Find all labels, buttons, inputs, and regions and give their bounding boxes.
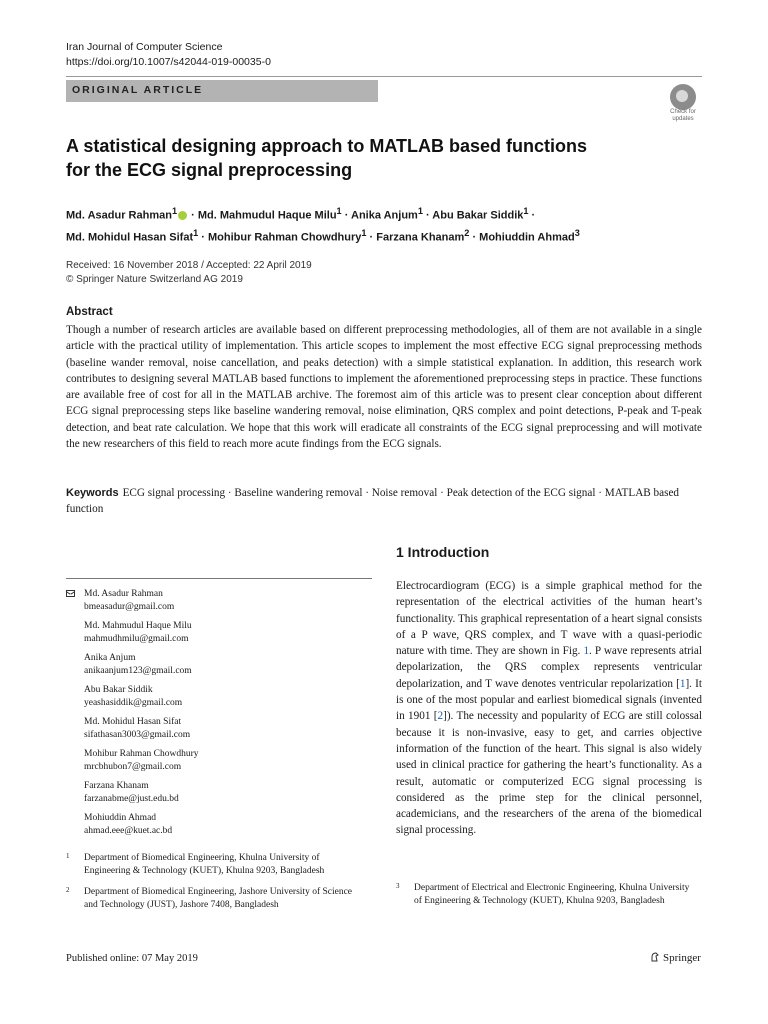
contact-name: Mohiuddin Ahmad bbox=[84, 813, 157, 823]
contact-name: Abu Bakar Siddik bbox=[84, 685, 153, 695]
contact-name: Md. Mahmudul Haque Milu bbox=[84, 621, 192, 631]
footnote-rule bbox=[66, 578, 372, 579]
introduction-text: Electrocardiogram (ECG) is a simple graphical method for the representation of the electrical activities of the human heart’s functionality. This graphical representation of a heart signal consists of a P wave, QRS complex, and T wave with a quasi-periodic nature with time. They are shown in Fig. 1. P wave represents atrial depolarization, the QRS complex represents ventricular depolarization, and T wave denotes ventricular repolarization [1]. It is one of the most popular and earliest biomedical signals (invented in 1901 [2]). The necessity and popularity of ECG are still colossal because it is non-invasive, easy to get, and carries objective information of the function of the heart. This signal is also widely used in clinical practice for gathering the heart’s functionality. As a result, automatic or computerized ECG signal processing is considered as the prime step for the clinical personnel, academicians, and the researchers of the arena of the biomedical signal processing. bbox=[396, 580, 702, 837]
contact-name: Md. Asadur Rahman bbox=[84, 589, 163, 599]
author-contacts bbox=[66, 588, 372, 844]
doi-link[interactable]: https://doi.org/10.1007/s42044-019-00035-0 bbox=[66, 56, 271, 68]
reference-link[interactable]: 2 bbox=[437, 710, 444, 723]
check-updates-label: Check for updates bbox=[670, 109, 696, 122]
check-updates-icon bbox=[670, 84, 696, 110]
publisher-name: Springer bbox=[663, 952, 701, 964]
author-name[interactable]: Md. Asadur Rahman bbox=[66, 209, 172, 222]
contact-entry bbox=[66, 748, 372, 774]
keywords-text: ECG signal processing · Baseline wandering removal · Noise removal · Peak detection of the ECG signal · MATLAB based function bbox=[66, 487, 680, 516]
affiliation-number: 1 bbox=[66, 852, 70, 860]
affiliation-text: Department of Biomedical Engineering, Khulna University of Engineering & Technology (KUET), Khulna 9203, Bangladesh bbox=[84, 853, 325, 876]
journal-name: Iran Journal of Computer Science bbox=[66, 41, 223, 53]
keywords-label: Keywords bbox=[66, 487, 119, 499]
abstract-heading: Abstract bbox=[66, 306, 113, 318]
springer-horse-icon bbox=[650, 952, 660, 962]
contact-email[interactable]: ahmad.eee@kuet.ac.bd bbox=[84, 826, 173, 836]
affiliations-left bbox=[66, 852, 366, 920]
figure-link[interactable]: 1 bbox=[583, 645, 590, 658]
abstract-text: Though a number of research articles are available based on different preprocessing methodologies, all of them are not available in a single article with the practical utility of implementation. This article scopes to implement the most effective ECG signal preprocessing methods (baseline wander removal, noise cancellation, and peaks detection) with a simple statistical explanation. In addition, this research work contributes to designing several MATLAB based functions to implement the aforementioned preprocessing steps in practice. These functions are available free of cost for all in the MATLAB archive. The foremost aim of this article was to present clear conception about different ECG signal preprocessing steps like baseline wandering removal, noise elimination, QRS complex and point detections, P-peak and T-peak detection, and beat rate calculation. We hope that this work will eradicate all constraints of the ECG signal preprocessing and will motivate the new researchers of this field to reach more acute findings from the ECG signals. bbox=[66, 324, 702, 451]
published-date: Published online: 07 May 2019 bbox=[66, 953, 198, 964]
contact-entry bbox=[66, 684, 372, 710]
affiliation-text: Department of Electrical and Electronic Engineering, Khulna University of Engineering & Technology (KUET), Khulna 9203, Bangladesh bbox=[414, 883, 690, 906]
publisher-logo bbox=[650, 952, 701, 964]
affiliation-entry bbox=[396, 882, 696, 908]
contact-email[interactable]: bmeasadur@gmail.com bbox=[84, 602, 175, 612]
section-heading-introduction: 1 Introduction bbox=[396, 544, 490, 560]
header-rule bbox=[66, 76, 702, 77]
contact-email[interactable]: mahmudhmilu@gmail.com bbox=[84, 634, 189, 644]
contact-entry bbox=[66, 588, 372, 614]
author-name[interactable]: · Anika Anjum bbox=[341, 209, 418, 222]
contact-name: Mohibur Rahman Chowdhury bbox=[84, 749, 199, 759]
contact-name: Anika Anjum bbox=[84, 653, 136, 663]
contact-email[interactable]: anikaanjum123@gmail.com bbox=[84, 666, 192, 676]
contact-entry bbox=[66, 812, 372, 838]
contact-entry bbox=[66, 780, 372, 806]
affiliation-entry bbox=[66, 852, 366, 878]
affiliation-number: 2 bbox=[66, 886, 70, 894]
author-name[interactable]: · Farzana Khanam bbox=[366, 231, 465, 244]
contact-entry bbox=[66, 652, 372, 678]
contact-email[interactable]: yeashasiddik@gmail.com bbox=[84, 698, 183, 708]
affiliations-right bbox=[396, 882, 696, 916]
affiliation-text: Department of Biomedical Engineering, Jashore University of Science and Technology (JUST), Jashore 7408, Bangladesh bbox=[84, 887, 353, 910]
orcid-icon[interactable] bbox=[178, 211, 187, 220]
envelope-icon bbox=[66, 590, 75, 597]
affiliation-entry bbox=[66, 886, 366, 912]
check-for-updates-badge[interactable] bbox=[665, 84, 701, 124]
reference-link[interactable]: 1 bbox=[679, 677, 686, 690]
contact-entry bbox=[66, 716, 372, 742]
keywords bbox=[66, 485, 702, 518]
contact-email[interactable]: farzanabme@just.edu.bd bbox=[84, 794, 179, 804]
author-name[interactable]: · Mohibur Rahman Chowdhury bbox=[198, 231, 362, 244]
article-dates bbox=[66, 259, 312, 287]
affiliation-number: 3 bbox=[396, 882, 400, 890]
article-title: A statistical designing approach to MATLAB based functions for the ECG signal preprocessing bbox=[66, 136, 588, 180]
copyright: © Springer Nature Switzerland AG 2019 bbox=[66, 274, 243, 285]
contact-name: Md. Mohidul Hasan Sifat bbox=[84, 717, 182, 727]
article-type-label: ORIGINAL ARTICLE bbox=[72, 84, 204, 96]
contact-entry bbox=[66, 620, 372, 646]
author-name[interactable]: · Md. Mahmudul Haque Milu bbox=[188, 209, 337, 222]
author-name[interactable]: · Mohiuddin Ahmad bbox=[469, 231, 575, 244]
author-name[interactable]: Md. Mohidul Hasan Sifat bbox=[66, 231, 194, 244]
received-accepted: Received: 16 November 2018 / Accepted: 22 April 2019 bbox=[66, 260, 312, 271]
contact-name: Farzana Khanam bbox=[84, 781, 149, 791]
author-list: Md. Asadur Rahman$^1$ · Md. Mahmudul Haque Milu$^1$ · Anika Anjum$^1$ · Abu Bakar Siddik$^1$ · Md. Mohidul Hasan Sifat$^1$ · Mohibur Rahman Chowdhury$^1$ · Farzana Khanam$^2$ · Mohiuddin Ahmad$^3$ bbox=[66, 206, 580, 244]
article-type-banner bbox=[66, 80, 378, 102]
author-name[interactable]: · Abu Bakar Siddik bbox=[422, 209, 524, 222]
contact-email[interactable]: mrcbhubon7@gmail.com bbox=[84, 762, 182, 772]
contact-email[interactable]: sifathasan3003@gmail.com bbox=[84, 730, 191, 740]
journal-header bbox=[66, 40, 271, 70]
